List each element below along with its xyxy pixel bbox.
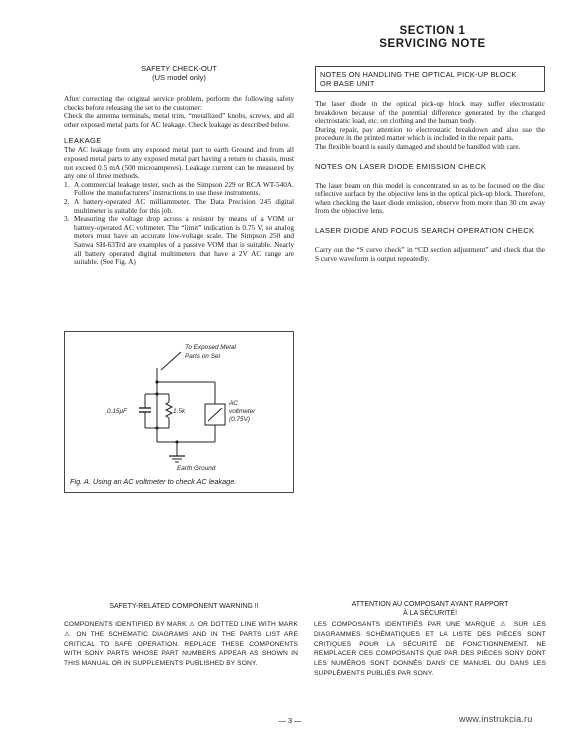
section-title: SERVICING NOTE [379,38,486,50]
warning-fr-title-line1: ATTENTION AU COMPOSANT AYANT RAPPORT [351,601,509,608]
warning-fr-title-line2: À LA SÉCURITÉ! [402,610,458,618]
warning-fr-title [310,600,550,619]
list-item-number: 2. [64,196,70,206]
safety-checkout-column [64,95,294,267]
list-item-number: 1. [64,179,70,189]
pickup-heading-line1: NOTES ON HANDLING THE OPTICAL PICK-UP BLOCK [320,70,517,79]
leakage-heading: LEAKAGE [64,136,102,146]
list-item-text: A commercial leakage tester, such as the Simpson 229 or RCA WT-540A. Follow the manufacturers’ instructions to use these instruments. [74,179,294,198]
label-meter-name: voltmeter [229,408,256,415]
emission-heading: NOTES ON LASER DIODE EMISSION CHECK [315,161,487,171]
label-parts-on-set: Parts on Set [185,353,221,360]
list-item [64,181,294,198]
label-capacitor: 0.15μF [107,408,127,415]
pickup-notes-heading-box [315,66,545,92]
label-meter-type: AC [229,400,238,407]
figure-a-caption: Fig. A. Using an AC voltmeter to check AC leakage. [70,477,237,486]
label-earth-ground: Earth Ground [177,465,216,472]
focus-heading: LASER DIODE AND FOCUS SEARCH OPERATION CHECK [315,225,535,235]
leakage-methods-list [64,181,294,267]
section-heading [360,25,505,51]
warning-fr-text: LES COMPOSANTS IDENTIFIÉS PAR UNE MARQUE ⚠ SUR LES DIAGRAMMES SCHÉMATIQUES ET LA LISTE DES PIÈCES SONT CRITIQUES POUR LA SÉCURITÉ DE FONCTIONNEMENT. NE REMPLACER CES COMPOSANTS QUE PAR DES PIÈCES SONY DONT LES NUMÉROS SONT DONNÉS DANS CE MANUEL OU DANS LES SUPPLÉMENTS PUBLIÉS PAR SONY. [314,621,546,677]
safety-intro-text: After correcting the original service problem, perform the following safety checks before releasing the set to the customer: [64,94,294,112]
list-item [64,198,294,215]
page-number: — 3 — [278,716,302,725]
list-item-text: A battery-operated AC milliammeter. The Data Precision 245 digital multimeter is suitable for this job. [74,196,294,215]
safety-checkout-title [64,64,294,82]
leader-line [161,352,181,370]
servicing-notes-column [315,100,545,263]
pickup-paragraph-2: During repair, pay attention to electrostatic breakdown and also use the procedure in the printed matter which is included in the repair parts. [315,124,545,143]
label-meter-range: (0.75V) [229,416,250,423]
list-item [64,215,294,267]
safety-checkout-heading: SAFETY CHECK-OUT [141,64,217,73]
warning-en-text: COMPONENTS IDENTIFIED BY MARK ⚠ OR DOTTED LINE WITH MARK ⚠ ON THE SCHEMATIC DIAGRAMS AND IN THE PARTS LIST ARE CRITICAL TO SAFE OPERATION. REPLACE THESE COMPONENTS WITH SONY PARTS WHOSE PART NUMBERS APPEAR AS SHOWN IN THIS MANUAL OR IN SUPPLEMENTS PUBLISHED BY SONY. [64,621,298,668]
pickup-heading-line2: OR BASE UNIT [320,79,375,88]
focus-text: Carry out the “S curve check” in “CD section adjustment” and check that the S curve waveform is output repeatedly. [315,244,545,263]
warning-en-body [64,620,298,669]
list-item-text: Measuring the voltage drop across a resistor by means of a VOM or battery-operated AC voltmeter. The “limit” indication is 0.75 V, so analog meters must have an accurate low-voltage scale. The Simpson 250 and Sanwa SH-63Trd are examples of a passive VOM that is suitable. Nearly all battery operated digital multimeters that have a 2V AC range are suitable. (See Fig. A) [74,214,294,267]
pickup-paragraph-1: The laser diode in the optical pick-up block may suffer electrostatic breakdown because of the potential difference generated by the charged electrostatic load, etc. on clothing and the human body. [315,99,545,126]
warning-fr-body [314,620,546,679]
label-exposed-metal: To Exposed Metal [185,344,236,351]
safety-check-text: Check the antenna terminals, metal trim, “metallized” knobs, screws, and all other exposed metal parts for AC leakage. Check leakage as described below. [64,111,294,129]
watermark-url: www.instrukcia.ru [459,714,533,724]
pickup-notes-heading [316,67,544,91]
label-resistor: 1.5k [173,408,186,415]
pickup-paragraph-3: The flexible board is easily damaged and should be handled with care. [315,141,521,151]
figure-a-frame [64,331,294,493]
safety-checkout-subheading: (US model only) [152,73,206,82]
ac-leakage-circuit-diagram [65,332,293,492]
section-number: SECTION 1 [399,25,466,37]
list-item-number: 3. [64,214,70,224]
emission-text: The laser beam on this model is concentrated so as to be focused on the disc reflective surface by the objective lens in the optical pick-up block. Therefore, when checking the laser diode emission, observe from more than 30 cm away from the objective lens. [315,180,545,216]
leakage-text: The AC leakage from any exposed metal part to earth Ground and from all exposed metal parts to any exposed metal part having a return to chassis, must not exceed 0.5 mA (500 microamperes). Leakage current can be measured by any one of three methods. [64,145,294,181]
warning-en-title: SAFETY-RELATED COMPONENT WARNING !! [109,603,259,610]
